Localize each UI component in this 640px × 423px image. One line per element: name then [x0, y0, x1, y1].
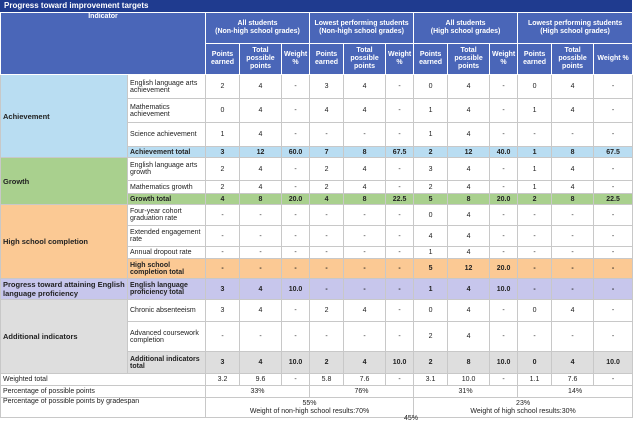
value-cell: 10.0 [490, 279, 518, 300]
group-header: Lowest performing students (High school grades) [518, 13, 633, 44]
value-cell: - [490, 123, 518, 147]
category-growth: Growth [1, 158, 128, 205]
percentage-value: 31% [414, 386, 518, 398]
value-cell: 22.5 [594, 194, 633, 205]
report-title: Progress toward improvement targets [0, 0, 632, 12]
value-cell: - [386, 259, 414, 279]
overall-percentage: 45% [404, 415, 419, 422]
sub-header: Points earned [518, 44, 552, 75]
value-cell: 60.0 [282, 147, 310, 158]
value-cell: 1 [414, 99, 448, 123]
value-cell: - [518, 123, 552, 147]
sub-header: Weight % [282, 44, 310, 75]
value-cell: 0 [518, 300, 552, 322]
value-cell: 1 [518, 147, 552, 158]
gradespan-hs-percent: 23% [516, 399, 531, 407]
value-cell: - [552, 205, 594, 226]
value-cell: - [552, 322, 594, 352]
value-cell: 3.2 [206, 374, 240, 386]
value-cell: - [206, 205, 240, 226]
value-cell: 0 [414, 205, 448, 226]
value-cell: 20.0 [282, 194, 310, 205]
value-cell: - [310, 205, 344, 226]
value-cell: 2 [518, 194, 552, 205]
table-row [1, 300, 633, 322]
value-cell: 5.8 [310, 374, 344, 386]
value-cell: 10.0 [386, 352, 414, 374]
value-cell: - [518, 259, 552, 279]
value-cell: 1 [518, 158, 552, 181]
value-cell: 20.0 [490, 194, 518, 205]
value-cell: 4 [310, 194, 344, 205]
category-english-language-proficiency: Progress toward attaining English language proficiency [1, 279, 128, 300]
value-cell: 4 [448, 99, 490, 123]
value-cell: - [594, 123, 633, 147]
value-cell: - [386, 205, 414, 226]
sub-header: Weight % [490, 44, 518, 75]
row-label: Advanced coursework completion [128, 322, 206, 352]
category-additional-indicators: Additional indicators [1, 300, 128, 374]
value-cell: 4 [344, 158, 386, 181]
value-cell: 12 [448, 147, 490, 158]
value-cell: - [282, 181, 310, 194]
category-high-school-completion: High school completion [1, 205, 128, 279]
category-achievement: Achievement [1, 75, 128, 158]
value-cell: - [386, 226, 414, 247]
percentage-value: 33% [206, 386, 310, 398]
value-cell: - [282, 123, 310, 147]
value-cell: 2 [206, 158, 240, 181]
value-cell: - [518, 247, 552, 259]
value-cell: - [282, 322, 310, 352]
value-cell: 67.5 [594, 147, 633, 158]
value-cell: - [240, 247, 282, 259]
row-label: Achievement total [128, 147, 206, 158]
value-cell: 8 [552, 147, 594, 158]
value-cell: 7 [310, 147, 344, 158]
value-cell: - [310, 247, 344, 259]
value-cell: - [490, 75, 518, 99]
value-cell: 12 [448, 259, 490, 279]
value-cell: 2 [414, 322, 448, 352]
value-cell: 4 [552, 181, 594, 194]
value-cell: - [594, 374, 633, 386]
value-cell: 0 [414, 300, 448, 322]
value-cell: - [490, 226, 518, 247]
value-cell: 4 [448, 181, 490, 194]
value-cell: 1.1 [518, 374, 552, 386]
value-cell: - [282, 205, 310, 226]
value-cell: - [282, 226, 310, 247]
value-cell: 3 [206, 300, 240, 322]
gradespan-hs [414, 398, 633, 418]
sub-header: Weight % [386, 44, 414, 75]
value-cell: 10.0 [282, 279, 310, 300]
value-cell: - [310, 123, 344, 147]
value-cell: 4 [310, 99, 344, 123]
value-cell: - [594, 300, 633, 322]
value-cell: - [344, 259, 386, 279]
value-cell: - [490, 181, 518, 194]
percentage-value: 76% [310, 386, 414, 398]
total-row [1, 279, 633, 300]
sub-header: Total possible points [448, 44, 490, 75]
value-cell: - [490, 205, 518, 226]
percentage-value: 14% [518, 386, 633, 398]
value-cell: 10.0 [448, 374, 490, 386]
value-cell: 0 [518, 352, 552, 374]
value-cell: - [594, 205, 633, 226]
value-cell: - [240, 259, 282, 279]
value-cell: 3.1 [414, 374, 448, 386]
value-cell: 4 [206, 194, 240, 205]
value-cell: - [594, 322, 633, 352]
row-label: English language arts growth [128, 158, 206, 181]
value-cell: 2 [414, 181, 448, 194]
value-cell: 10.0 [594, 352, 633, 374]
indicator-header: Indicator [1, 13, 206, 75]
value-cell: - [310, 226, 344, 247]
value-cell: 2 [310, 300, 344, 322]
value-cell: 22.5 [386, 194, 414, 205]
table-row [1, 205, 633, 226]
value-cell: 3 [206, 352, 240, 374]
value-cell: - [344, 123, 386, 147]
value-cell: 4 [344, 75, 386, 99]
gradespan-nonhs [206, 398, 414, 418]
value-cell: 4 [448, 158, 490, 181]
value-cell: 4 [240, 75, 282, 99]
group-header: All students (Non-high school grades) [206, 13, 310, 44]
value-cell: - [386, 181, 414, 194]
value-cell: 8 [448, 194, 490, 205]
value-cell: 40.0 [490, 147, 518, 158]
sub-header: Weight % [594, 44, 633, 75]
value-cell: 4 [448, 123, 490, 147]
value-cell: - [552, 279, 594, 300]
value-cell: - [594, 181, 633, 194]
value-cell: - [344, 322, 386, 352]
value-cell: - [518, 322, 552, 352]
targets-table [0, 12, 633, 418]
value-cell: - [552, 123, 594, 147]
weighted-total-row [1, 374, 633, 386]
value-cell: - [386, 300, 414, 322]
value-cell: - [386, 75, 414, 99]
value-cell: - [594, 75, 633, 99]
value-cell: - [386, 322, 414, 352]
value-cell: - [490, 158, 518, 181]
value-cell: - [206, 259, 240, 279]
gradespan-nonhs-percent: 55% [302, 399, 317, 407]
value-cell: 4 [344, 181, 386, 194]
value-cell: - [594, 279, 633, 300]
value-cell: 4 [240, 300, 282, 322]
value-cell: - [552, 247, 594, 259]
value-cell: 3 [206, 279, 240, 300]
value-cell: 1 [518, 99, 552, 123]
row-label: Science achievement [128, 123, 206, 147]
value-cell: 2 [310, 181, 344, 194]
value-cell: 4 [448, 322, 490, 352]
value-cell: 9.6 [240, 374, 282, 386]
value-cell: - [206, 226, 240, 247]
value-cell: - [344, 247, 386, 259]
value-cell: 8 [552, 194, 594, 205]
value-cell: - [386, 158, 414, 181]
value-cell: 2 [206, 75, 240, 99]
value-cell: - [518, 226, 552, 247]
value-cell: - [344, 279, 386, 300]
value-cell: - [386, 123, 414, 147]
row-label: Growth total [128, 194, 206, 205]
value-cell: 1 [414, 123, 448, 147]
value-cell: - [206, 322, 240, 352]
value-cell: 1 [518, 181, 552, 194]
value-cell: - [282, 75, 310, 99]
header-row-groups [1, 13, 633, 44]
sub-header: Points earned [310, 44, 344, 75]
gradespan-hs-weight: Weight of high school results:30% [470, 407, 576, 415]
value-cell: - [282, 247, 310, 259]
row-label: English language proficiency total [128, 279, 206, 300]
percentage-label: Percentage of possible points [1, 386, 206, 398]
value-cell: - [240, 226, 282, 247]
value-cell: - [310, 322, 344, 352]
value-cell: 8 [240, 194, 282, 205]
value-cell: 4 [448, 247, 490, 259]
value-cell: 2 [414, 147, 448, 158]
value-cell: - [594, 226, 633, 247]
value-cell: 4 [240, 352, 282, 374]
value-cell: 7.6 [344, 374, 386, 386]
value-cell: - [282, 99, 310, 123]
value-cell: - [386, 374, 414, 386]
value-cell: 8 [344, 194, 386, 205]
value-cell: - [490, 247, 518, 259]
value-cell: 3 [414, 158, 448, 181]
value-cell: - [282, 300, 310, 322]
value-cell: 1 [414, 279, 448, 300]
value-cell: 0 [518, 75, 552, 99]
sub-header: Total possible points [344, 44, 386, 75]
group-header: Lowest performing students (Non-high school grades) [310, 13, 414, 44]
sub-header: Total possible points [552, 44, 594, 75]
row-label: Annual dropout rate [128, 247, 206, 259]
value-cell: - [282, 158, 310, 181]
gradespan-nonhs-weight: Weight of non-high school results:70% [249, 407, 370, 415]
value-cell: 5 [414, 194, 448, 205]
value-cell: - [282, 374, 310, 386]
value-cell: - [206, 247, 240, 259]
value-cell: - [490, 374, 518, 386]
value-cell: - [310, 259, 344, 279]
value-cell: 4 [552, 158, 594, 181]
value-cell: - [594, 247, 633, 259]
value-cell: 12 [240, 147, 282, 158]
gradespan-row [1, 398, 633, 418]
value-cell: 2 [206, 181, 240, 194]
gradespan-label: Percentage of possible points by gradespan [1, 398, 206, 418]
table-row [1, 158, 633, 181]
value-cell: 2 [414, 352, 448, 374]
value-cell: 10.0 [282, 352, 310, 374]
value-cell: 4 [552, 352, 594, 374]
weighted-total-label: Weighted total [1, 374, 206, 386]
value-cell: 4 [240, 123, 282, 147]
row-label: High school completion total [128, 259, 206, 279]
value-cell: 4 [552, 300, 594, 322]
value-cell: - [240, 322, 282, 352]
value-cell: 4 [344, 99, 386, 123]
value-cell: - [552, 259, 594, 279]
row-label: Chronic absenteeism [128, 300, 206, 322]
value-cell: - [386, 247, 414, 259]
value-cell: - [490, 322, 518, 352]
value-cell: - [310, 279, 344, 300]
percentage-row [1, 386, 633, 398]
value-cell: - [594, 99, 633, 123]
value-cell: 4 [240, 99, 282, 123]
value-cell: 4 [552, 99, 594, 123]
value-cell: - [594, 158, 633, 181]
value-cell: - [344, 205, 386, 226]
row-label: Extended engagement rate [128, 226, 206, 247]
value-cell: 8 [448, 352, 490, 374]
value-cell: 4 [448, 300, 490, 322]
value-cell: - [386, 279, 414, 300]
row-label: Four-year cohort graduation rate [128, 205, 206, 226]
value-cell: 1 [206, 123, 240, 147]
sub-header: Points earned [414, 44, 448, 75]
value-cell: - [518, 205, 552, 226]
value-cell: 5 [414, 259, 448, 279]
value-cell: 4 [448, 75, 490, 99]
row-label: Mathematics growth [128, 181, 206, 194]
value-cell: - [552, 226, 594, 247]
value-cell: 4 [240, 181, 282, 194]
value-cell: 3 [206, 147, 240, 158]
sub-header: Points earned [206, 44, 240, 75]
row-label: Mathematics achievement [128, 99, 206, 123]
value-cell: 4 [448, 226, 490, 247]
value-cell: 7.6 [552, 374, 594, 386]
value-cell: 4 [344, 300, 386, 322]
value-cell: 2 [310, 158, 344, 181]
value-cell: - [518, 279, 552, 300]
group-header: All students (High school grades) [414, 13, 518, 44]
value-cell: - [490, 300, 518, 322]
value-cell: 3 [310, 75, 344, 99]
value-cell: 4 [344, 352, 386, 374]
value-cell: 4 [448, 279, 490, 300]
table-row [1, 75, 633, 99]
value-cell: 4 [552, 75, 594, 99]
value-cell: 4 [240, 279, 282, 300]
value-cell: 1 [414, 247, 448, 259]
row-label: English language arts achievement [128, 75, 206, 99]
value-cell: 2 [310, 352, 344, 374]
value-cell: 0 [414, 75, 448, 99]
sub-header: Total possible points [240, 44, 282, 75]
value-cell: - [490, 99, 518, 123]
value-cell: - [594, 259, 633, 279]
value-cell: - [282, 259, 310, 279]
value-cell: - [240, 205, 282, 226]
value-cell: 4 [414, 226, 448, 247]
value-cell: 0 [206, 99, 240, 123]
value-cell: 4 [240, 158, 282, 181]
value-cell: 67.5 [386, 147, 414, 158]
value-cell: 8 [344, 147, 386, 158]
value-cell: 4 [448, 205, 490, 226]
row-label: Additional indicators total [128, 352, 206, 374]
value-cell: 10.0 [490, 352, 518, 374]
value-cell: - [344, 226, 386, 247]
value-cell: - [386, 99, 414, 123]
value-cell: 20.0 [490, 259, 518, 279]
